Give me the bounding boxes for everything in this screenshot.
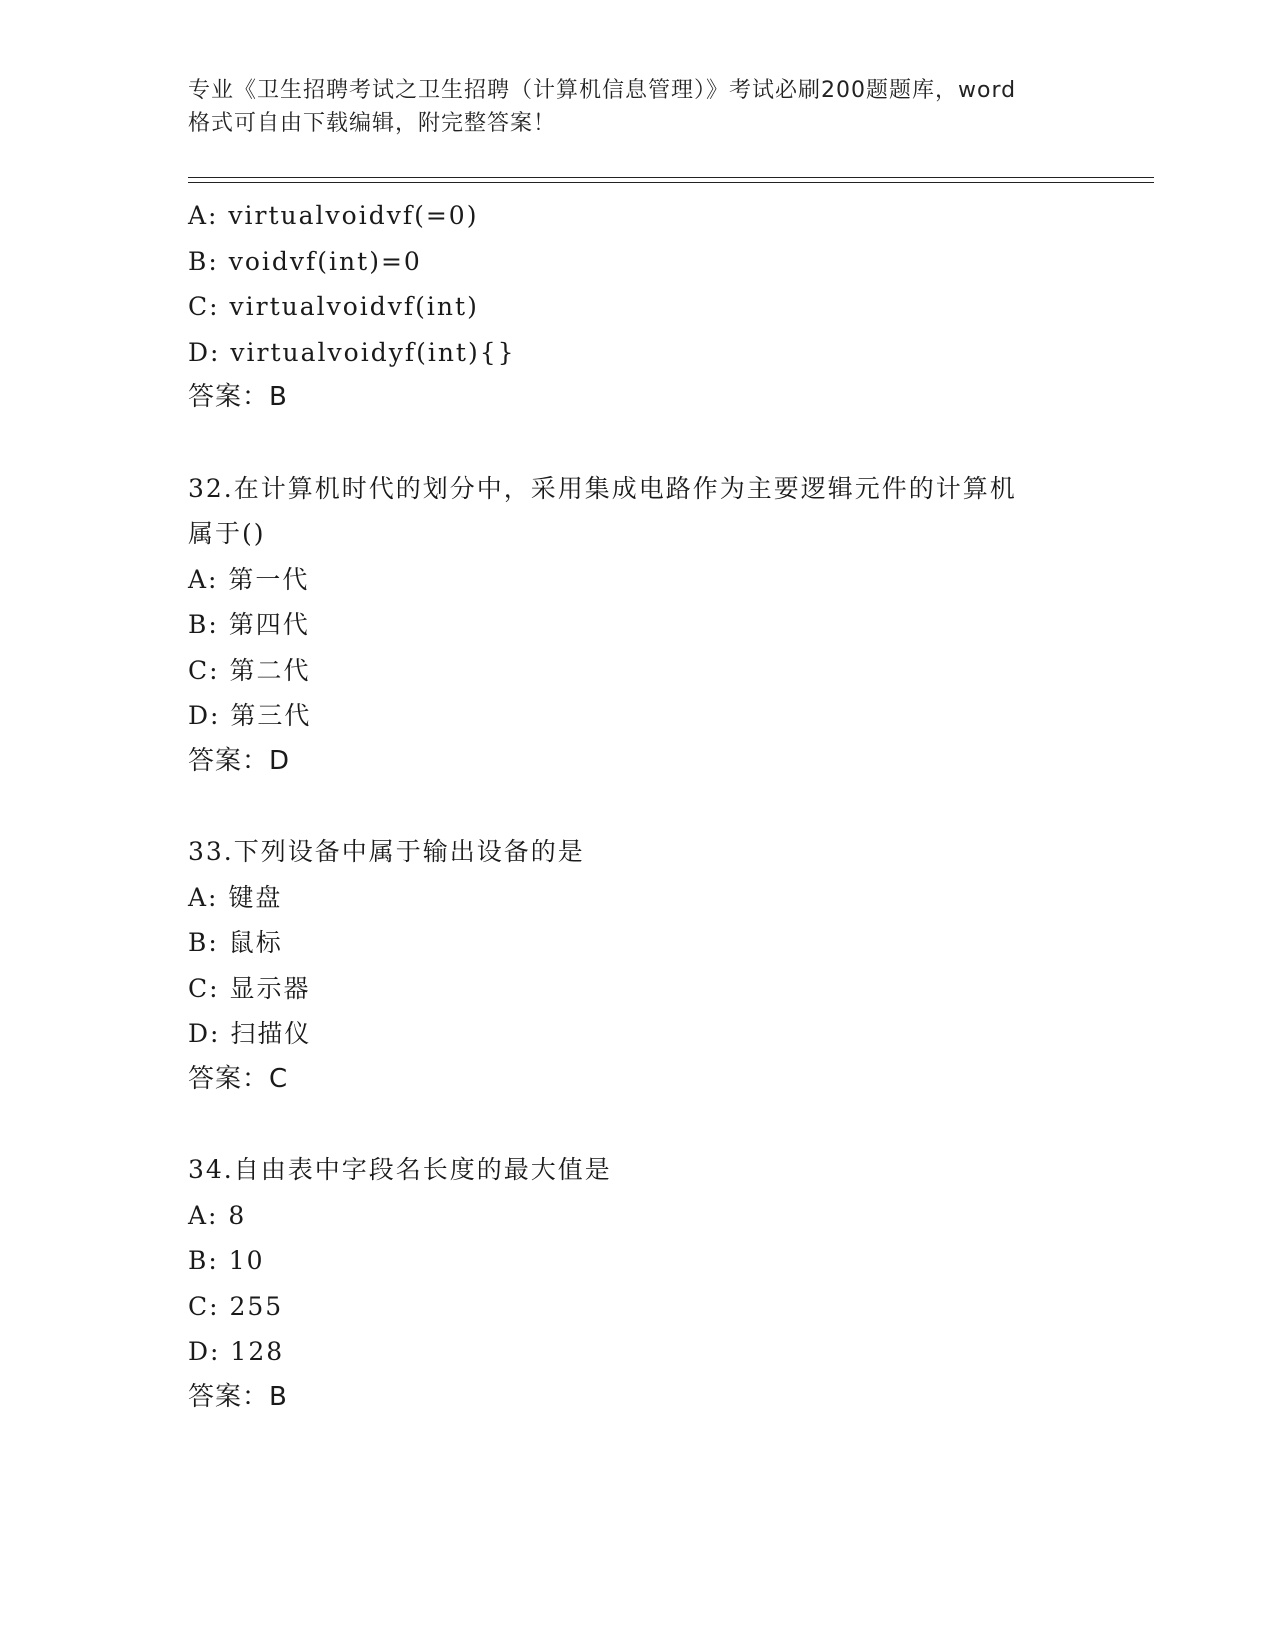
question-list [188, 193, 1154, 1420]
option-d: D: 扫描仪 [188, 1019, 312, 1048]
question-stem: 34.自由表中字段名长度的最大值是 [188, 1155, 612, 1184]
question-31 [188, 193, 1154, 421]
option-d: D: 第三代 [188, 701, 312, 730]
option-b: B: voidvf(int)=0 [188, 246, 422, 276]
spacer [188, 1102, 1154, 1147]
question-stem: 33.下列设备中属于输出设备的是 [188, 837, 585, 866]
option-a: A: 8 [188, 1200, 247, 1230]
answer-line: 答案：D [188, 745, 291, 776]
option-c: C: virtualvoidvf(int) [188, 292, 479, 321]
header-line-1: 专业《卫生招聘考试之卫生招聘（计算机信息管理）》考试必刷200题题库，word [188, 78, 1017, 103]
option-c: C: 显示器 [188, 973, 311, 1003]
option-a: A: 第一代 [188, 564, 310, 594]
question-34 [188, 1147, 1154, 1420]
question-33 [188, 829, 1154, 1102]
header-divider-bottom [188, 182, 1154, 183]
question-32 [188, 466, 1154, 785]
spacer [188, 421, 1154, 466]
answer-line: 答案：B [188, 1381, 288, 1412]
question-stem: 32.在计算机时代的划分中，采用集成电路作为主要逻辑元件的计算机 [188, 473, 1017, 503]
header-line-2: 格式可自由下载编辑，附完整答案！ [188, 111, 557, 136]
answer-line: 答案：C [188, 1063, 289, 1094]
header-divider-top [188, 177, 1154, 178]
option-b: B: 10 [188, 1246, 265, 1275]
option-c: C: 255 [188, 1291, 284, 1321]
option-c: C: 第二代 [188, 655, 311, 685]
answer-line: 答案：B [188, 382, 288, 412]
option-a: A: virtualvoidvf(=0) [188, 201, 479, 230]
document-header [188, 74, 1088, 140]
question-stem-continued: 属于() [188, 519, 266, 548]
spacer [188, 784, 1154, 829]
option-d: D: 128 [188, 1337, 285, 1366]
option-a: A: 键盘 [188, 882, 283, 912]
option-d: D: virtualvoidyf(int){} [188, 337, 516, 367]
option-b: B: 第四代 [188, 610, 310, 639]
option-b: B: 鼠标 [188, 928, 283, 957]
